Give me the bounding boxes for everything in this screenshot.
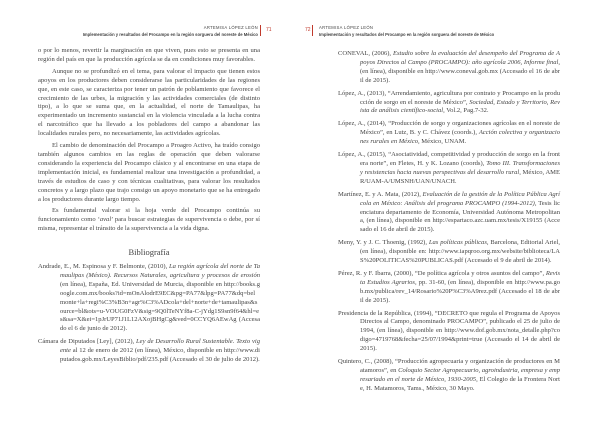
reference-text: Andrade, E., M. Espinosa y F. Belmonte, (2010), <box>38 263 170 271</box>
reference-text: , pp. 31-60, (en línea), disponible en http://www.pa.gob.mx/publica/rev_14/Rosario%20P%C3%A9rez.pdf (Accesado el 18 de abril de 2015). <box>360 278 560 304</box>
text: Es fundamental valorar si la hoja verde del Procampo continúa su funcionamiento como ‘ <box>38 207 260 224</box>
reference-text: , Barcelona, Editorial Ariel, (en línea), disponible en: http://www.iapqroo.org.mx/website/biblioteca/LAS%20POLITICAS%20PUBLICAS.pdf (Accesado el 9 de abril de 2014). <box>360 239 560 265</box>
reference-list <box>38 263 260 365</box>
reference-text: CONEVAL, (2006), <box>338 50 393 57</box>
paragraph: El cambio de denominación del Procampo a Proagro Activo, ha traído consigo también algunos cambios en las reglas de operación que deben valorarse considerando la experiencia del Procampo clásico y al encontrarse en una etapa de implementación inicial, es fundamental realizar una investigación a profundidad, a través de estudios de caso y con técnicas cualitativas, para valorar los resultados concretos y a largo plazo que trajo consigo un apoyo monetario que se ha entregado a los productores durante largo tiempo. <box>38 142 260 203</box>
reference-title: Tomo III. Transformaciones y resistencias hacia nuevas perspectivas del desarrollo rural <box>360 159 560 176</box>
header-divider <box>312 25 313 36</box>
right-page <box>300 0 600 440</box>
reference-entry <box>338 270 560 306</box>
text: ’ para buscar estrategias de supervivencia o debe, por sí misma, representar el tránsito de la supervivencia a la vida digna. <box>38 216 260 233</box>
header-title: Implementación y resultados del Procampo en la región sorguera del noreste de México <box>82 31 258 37</box>
paragraph <box>38 207 260 234</box>
reference-title: Revista Estudios Agrarios <box>360 269 560 286</box>
reference-title: La región agrícola del norte de Tamaulipas (México). Recursos Naturales, agricultura y procesos de erosión <box>60 263 260 279</box>
reference-text: , México, UNAM. <box>418 138 467 146</box>
reference-text: , Vol.2, Pag.7-32. <box>443 107 489 115</box>
reference-title: Las políticas públicas <box>428 239 487 247</box>
reference-title: Ley de Desarrollo Rural Sustentable. Texto vigente <box>60 338 260 355</box>
running-header <box>319 25 494 38</box>
reference-text: , Tesis licenciatura departamento de Economía, Universidad Autónoma Metropolitana, (en línea), disponible en http://espartaco.azc.uam.mx/tesis/X19155 (Accesado el 16 de abril de 2015). <box>360 199 561 234</box>
reference-title: Acción colectiva y organizaciones rurales en México <box>360 129 560 146</box>
reference-text: (en línea), España, Ed. Universidad de Murcia, disponible en http://books.google.com.mx/books?id=mOnAlodrE9EC&pg=PA77&lpg=PA77&dq=belmonte+la+regi%C3%B3n+agr%C3%ADcola+del+norte+de+tamaulipas&source=bl&ots=u-VOUG0FzV&sig=9Q0lTeNYf8a-C-jYdg1S9sn9f64&hl=es&sa=X&ei=1pJrUP71J1L12AXojBHgCg&ved=0CCYQ6AEwAg (Accesado el 6 de junio de 2012). <box>60 280 260 333</box>
reference-entry <box>38 263 260 334</box>
header-title: Implementación y resultados del Procampo en la región sorguera del noreste de México <box>319 31 495 37</box>
body-text <box>38 47 260 369</box>
bibliography-heading: Bibliografía <box>128 247 170 258</box>
reference-text: , México, AMER/UAM-A/UMSNH/UAN/UNACH. <box>360 168 560 185</box>
running-header <box>83 25 258 38</box>
header-author: ARTEMISA LÓPEZ LEÓN <box>203 25 258 30</box>
reference-text: López, A., (2014), “Producción de sorgo y organizaciones agrícolas en el noreste de México”, en Lutz, B. y C. Chávez (coords.), <box>338 120 560 137</box>
header-divider <box>260 25 261 36</box>
header-author: ARTEMISA LÓPEZ LEÓN <box>319 25 374 30</box>
reference-text: al 12 de enero de 2012 (en línea), México, disponible en http://www.diputados.gob.mx/LeyesBiblio/pdf/235.pdf (Accesado el 30 de julio de 2012). <box>60 347 260 364</box>
paragraph: Aunque no se profundizó en el tema, para valorar el impacto que tienen estos apoyos en los productores deben considerarse las particularidades de las regiones que, en este caso, se caracteriza por tener un patrón de poblamiento que favorece el crecimiento de las urbes, la migración y las actividades comerciales (de distinto tipo), a lo que se suma que, en la actualidad, el norte de Tamaulipas, ha experimentado un incremento sustancial en la violencia vinculada a la lucha contra el narcotráfico que ha llevado a los pobladores del campo a abandonar las localidades rurales pero, no necesariamente, las actividades agrícolas. <box>38 67 260 138</box>
reference-entry <box>338 191 560 236</box>
reference-title: Sociedad, Estado y Territorio, Revista de análisis científico-social <box>360 98 560 115</box>
reference-text: , El Colegio de la Frontera Norte, H. Matamoros, Tams., México, 30 Mayo. <box>360 375 560 392</box>
reference-title: Estudio sobre la evaluación del desempeño del Programa de Apoyos Directos al Campo (PROCAMPO): año agrícola 2006, Informe final <box>360 50 560 66</box>
reference-title: Coloquio Sector Agropecuario, agroindustria, empresa y empresariado en el norte de México, 1930-2005 <box>360 367 561 383</box>
reference-entry <box>338 358 560 394</box>
reference-entry <box>338 50 560 86</box>
reference-text: Presidencia de la República, (1994), “DECRETO que regula el Programa de Apoyos Directos al Campo, denominado PROCAMPO”, publicado el 25 de julio de 1994, (en línea), disponible en http://www.dof.gob.mx/nota_detalle.php?codigo=4719768&fecha=25/07/1994&print=true (Accesado el 14 de abril de 2015). <box>338 309 560 353</box>
reference-entry <box>338 239 560 266</box>
reference-entry <box>338 90 560 117</box>
reference-list <box>338 50 560 394</box>
reference-text: López, A., (2013), “Arrendamiento, agricultura por contrato y Procampo en la producción de sorgo en el noreste de México”, <box>338 89 560 106</box>
page-number: 72 <box>305 27 311 33</box>
reference-text: Meny, Y. y J. C. Thoenig, (1992), <box>338 239 429 247</box>
page-number: 71 <box>266 27 272 33</box>
reference-text: Pérez, R. y F. Ibarra, (2000), “De política agrícola y otros asuntos del campo”, <box>338 269 546 277</box>
reference-entry <box>338 151 560 187</box>
reference-text: , (en línea), disponible en http://www.coneval.gob.mx (Accesado el 16 de abril de 2015). <box>360 58 560 84</box>
text-italic: aval <box>99 216 112 224</box>
reference-text: Quintero, C., (2008), “Producción agropecuaria y organización de productores en Matamoros”, en <box>338 358 560 374</box>
reference-text: López, A., (2015), “Asociatividad, competitividad y producción de sorgo en la frontera norte”, en Fletes, H. y K. Lozano (coords), <box>338 151 560 167</box>
reference-entry <box>338 310 560 355</box>
paragraph: o por lo menos, revertir la marginación en que viven, pues esto se presenta en una región del país en que la producción agrícola se da en condiciones muy favorables. <box>38 47 260 63</box>
reference-title: Evaluación de la gestión de la Política Pública Agrícola en México: Análisis del programa PROCAMPO (1994-2012) <box>360 190 560 207</box>
reference-entry <box>38 338 260 365</box>
reference-text: Cámara de Diputados [Ley], (2012), <box>38 338 137 346</box>
reference-text: Martínez, E. y A. Mata, (2012), <box>338 190 423 198</box>
body-text <box>338 50 560 398</box>
reference-entry <box>338 120 560 147</box>
